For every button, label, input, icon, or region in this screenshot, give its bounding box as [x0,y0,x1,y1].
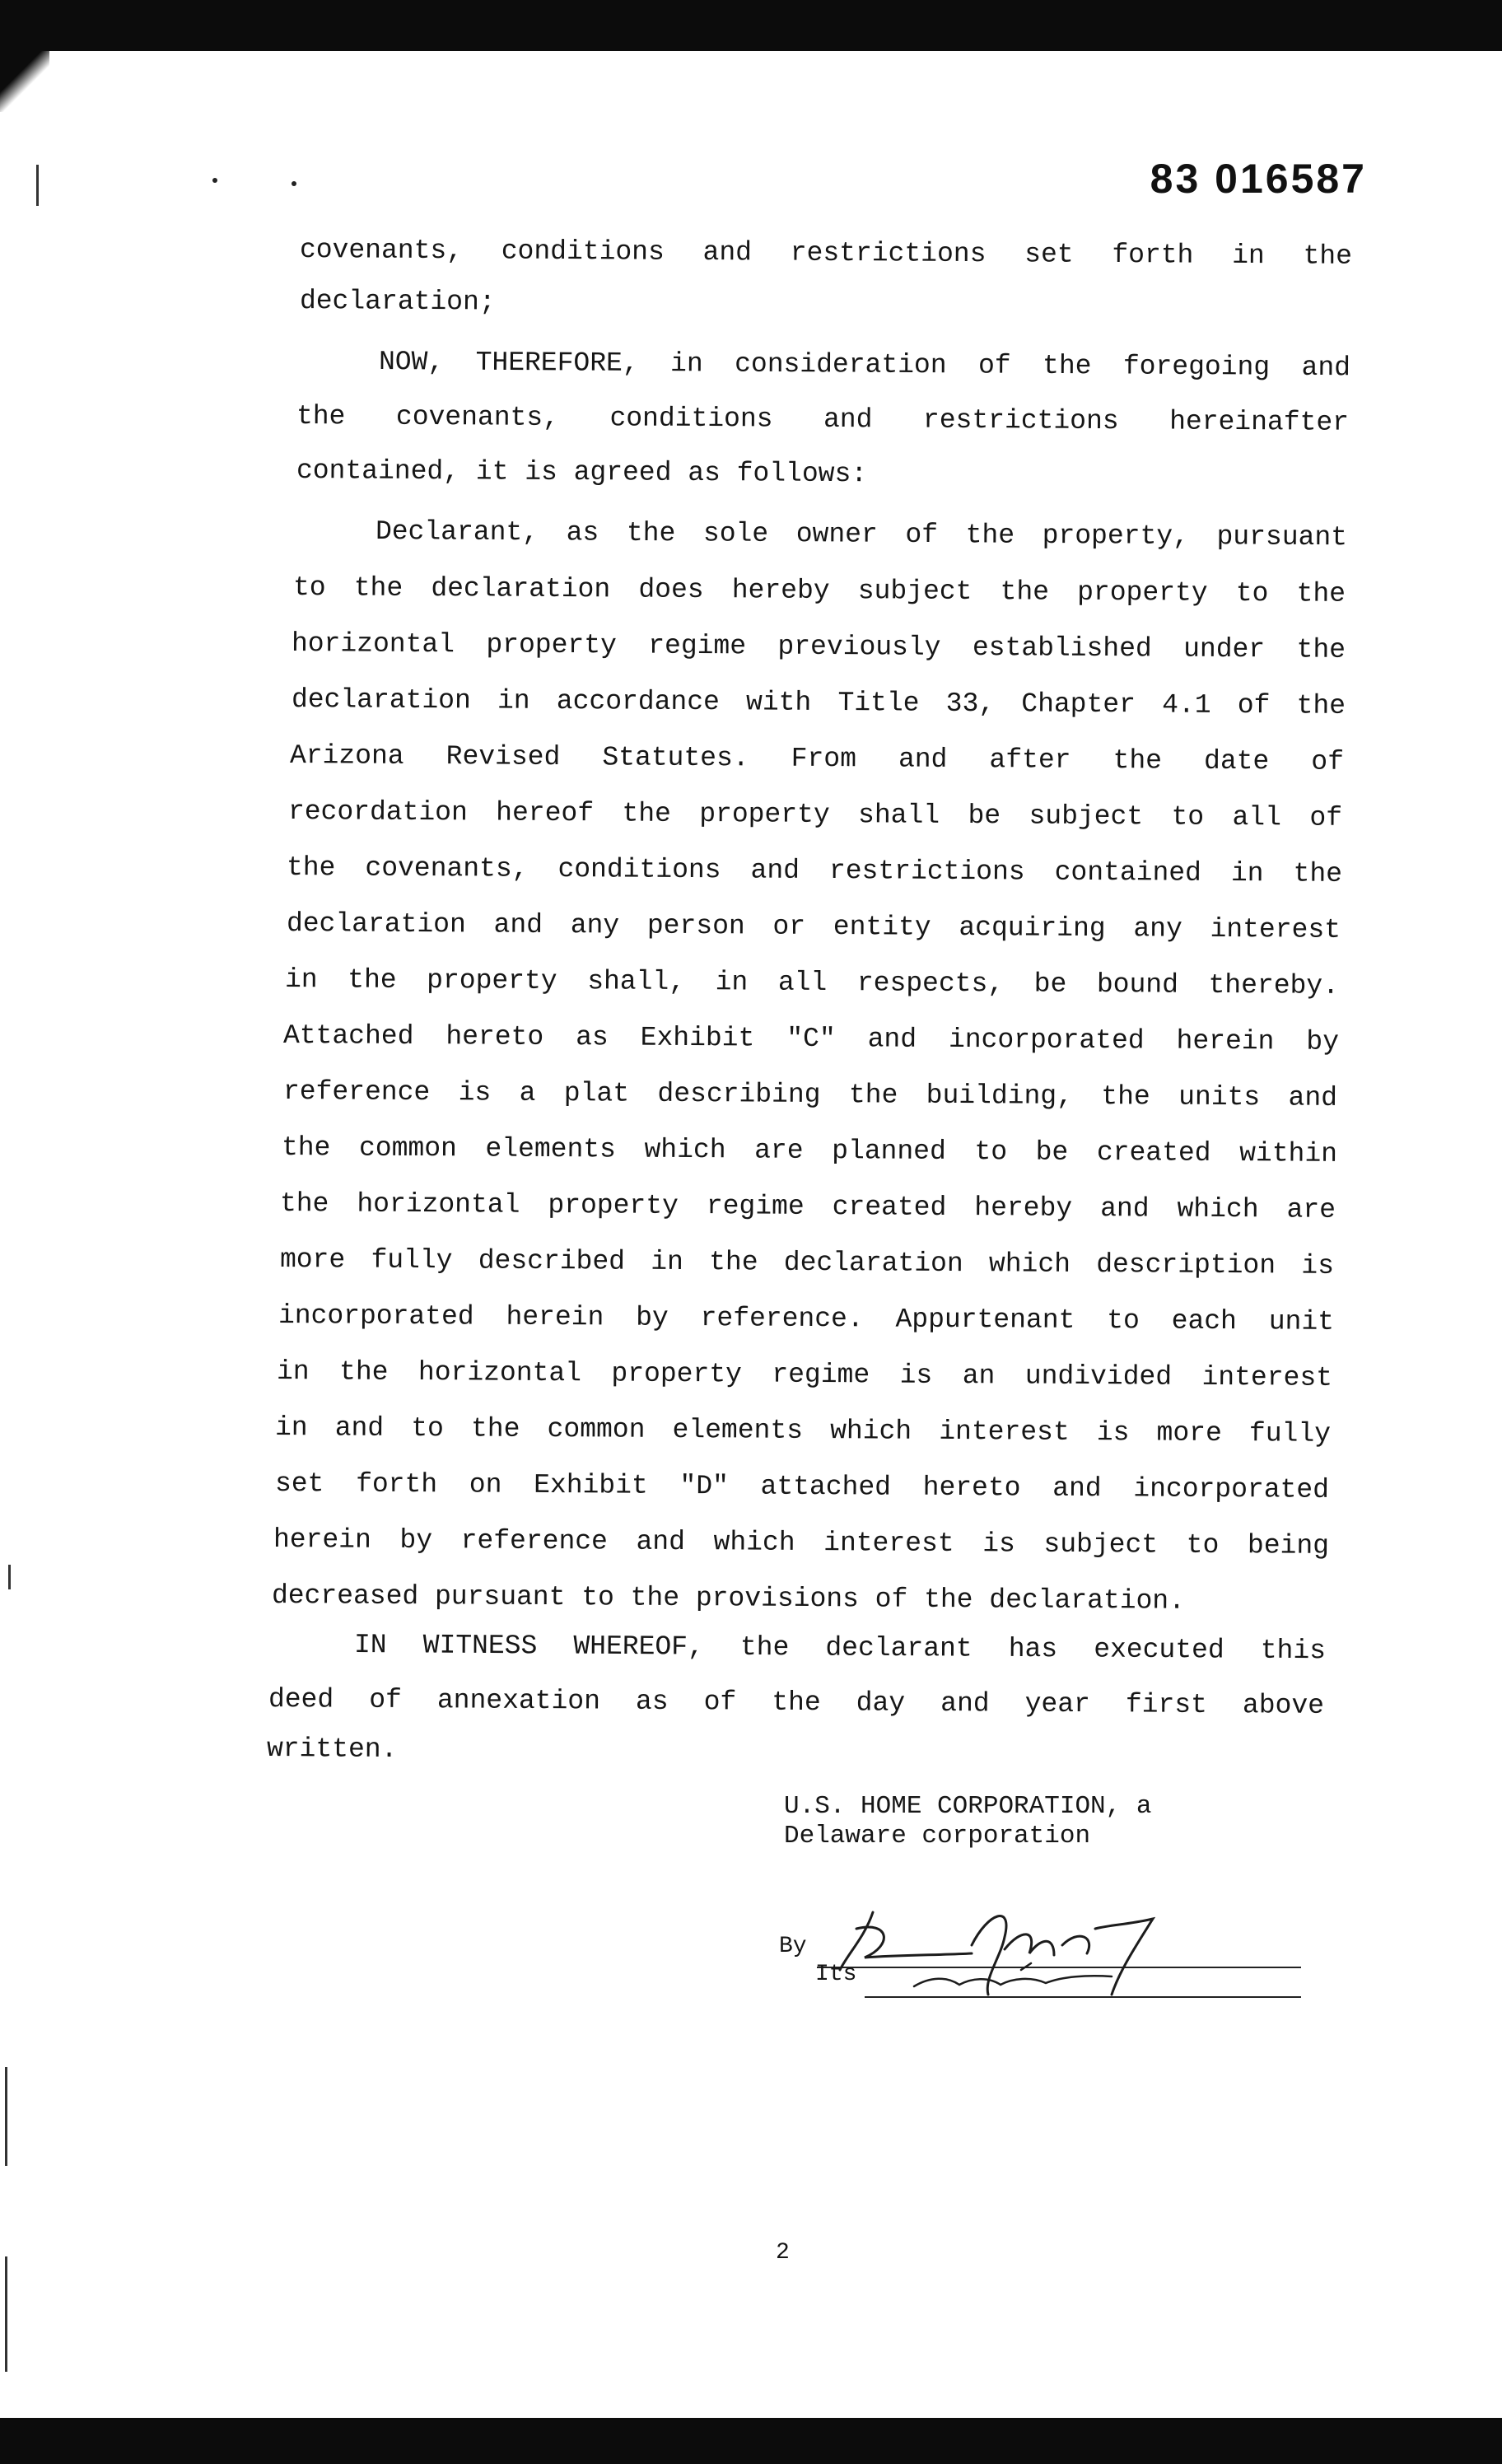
body-line: more fully described in the declaration which description is [279,1244,1335,1281]
by-label: By [779,1934,807,1959]
scan-edge-mark [5,2067,7,2166]
handwritten-signature [815,1879,1202,2003]
body-line: the horizontal property regime created hereby and which are [279,1188,1336,1225]
body-line: in and to the common elements which interest is more fully [274,1412,1332,1449]
body-line: in the property shall, in all respects, be bound thereby. [284,964,1340,1001]
body-line: declaration in accordance with Title 33, Chapter 4.1 of the [291,684,1346,721]
scan-border-bottom [0,2418,1502,2464]
scan-border-top [0,0,1502,51]
body-line: the common elements which are planned to be created within [281,1132,1338,1169]
its-label: Its [815,1962,857,1987]
scan-edge-mark [36,165,39,206]
body-line: NOW, THEREFORE, in consideration of the foregoing and [378,347,1351,384]
company-name: U.S. HOME CORPORATION, a [784,1792,1152,1821]
body-line: decreased pursuant to the provisions of the declaration. [271,1580,1186,1617]
document-number: 83 016587 [1150,156,1367,202]
signature-block [784,1792,1151,1851]
body-line: deed of annexation as of the day and year first above [268,1684,1325,1721]
body-line: reference is a plat describing the building, the units and [282,1076,1338,1113]
body-line: Attached hereto as Exhibit "C" and incorporated herein by [282,1020,1340,1057]
scan-edge-mark [8,1565,11,1589]
body-line: incorporated herein by reference. Appurtenant to each unit [278,1300,1335,1337]
body-line: covenants, conditions and restrictions set forth in the [299,235,1353,272]
company-state: Delaware corporation [784,1822,1091,1850]
body-line: written. [266,1734,398,1765]
body-line: recordation hereof the property shall be subject to all of [287,796,1343,833]
page-number: 2 [776,2240,790,2266]
body-line: set forth on Exhibit "D" attached hereto and incorporated [274,1468,1330,1505]
body-line: Arizona Revised Statutes. From and after the date of [289,740,1345,777]
body-line: the covenants, conditions and restrictions contained in the [286,852,1343,889]
stray-mark [292,181,296,186]
body-line: to the declaration does hereby subject the property to the [292,572,1346,609]
body-line: the covenants, conditions and restrictions hereinafter [296,401,1350,438]
body-line: declaration and any person or entity acquiring any interest [286,908,1341,945]
stray-mark [212,178,217,183]
body-line: declaration; [299,286,496,318]
body-line: in the horizontal property regime is an undivided interest [276,1356,1333,1393]
scan-border-corner [0,46,49,112]
scan-edge-mark [5,2256,7,2372]
body-line: contained, it is agreed as follows: [296,455,868,490]
body-line: Declarant, as the sole owner of the property, pursuant [375,516,1348,553]
body-line: herein by reference and which interest is subject to being [273,1524,1330,1561]
body-line: horizontal property regime previously established under the [291,628,1346,665]
body-line: IN WITNESS WHEREOF, the declarant has executed this [353,1630,1327,1667]
